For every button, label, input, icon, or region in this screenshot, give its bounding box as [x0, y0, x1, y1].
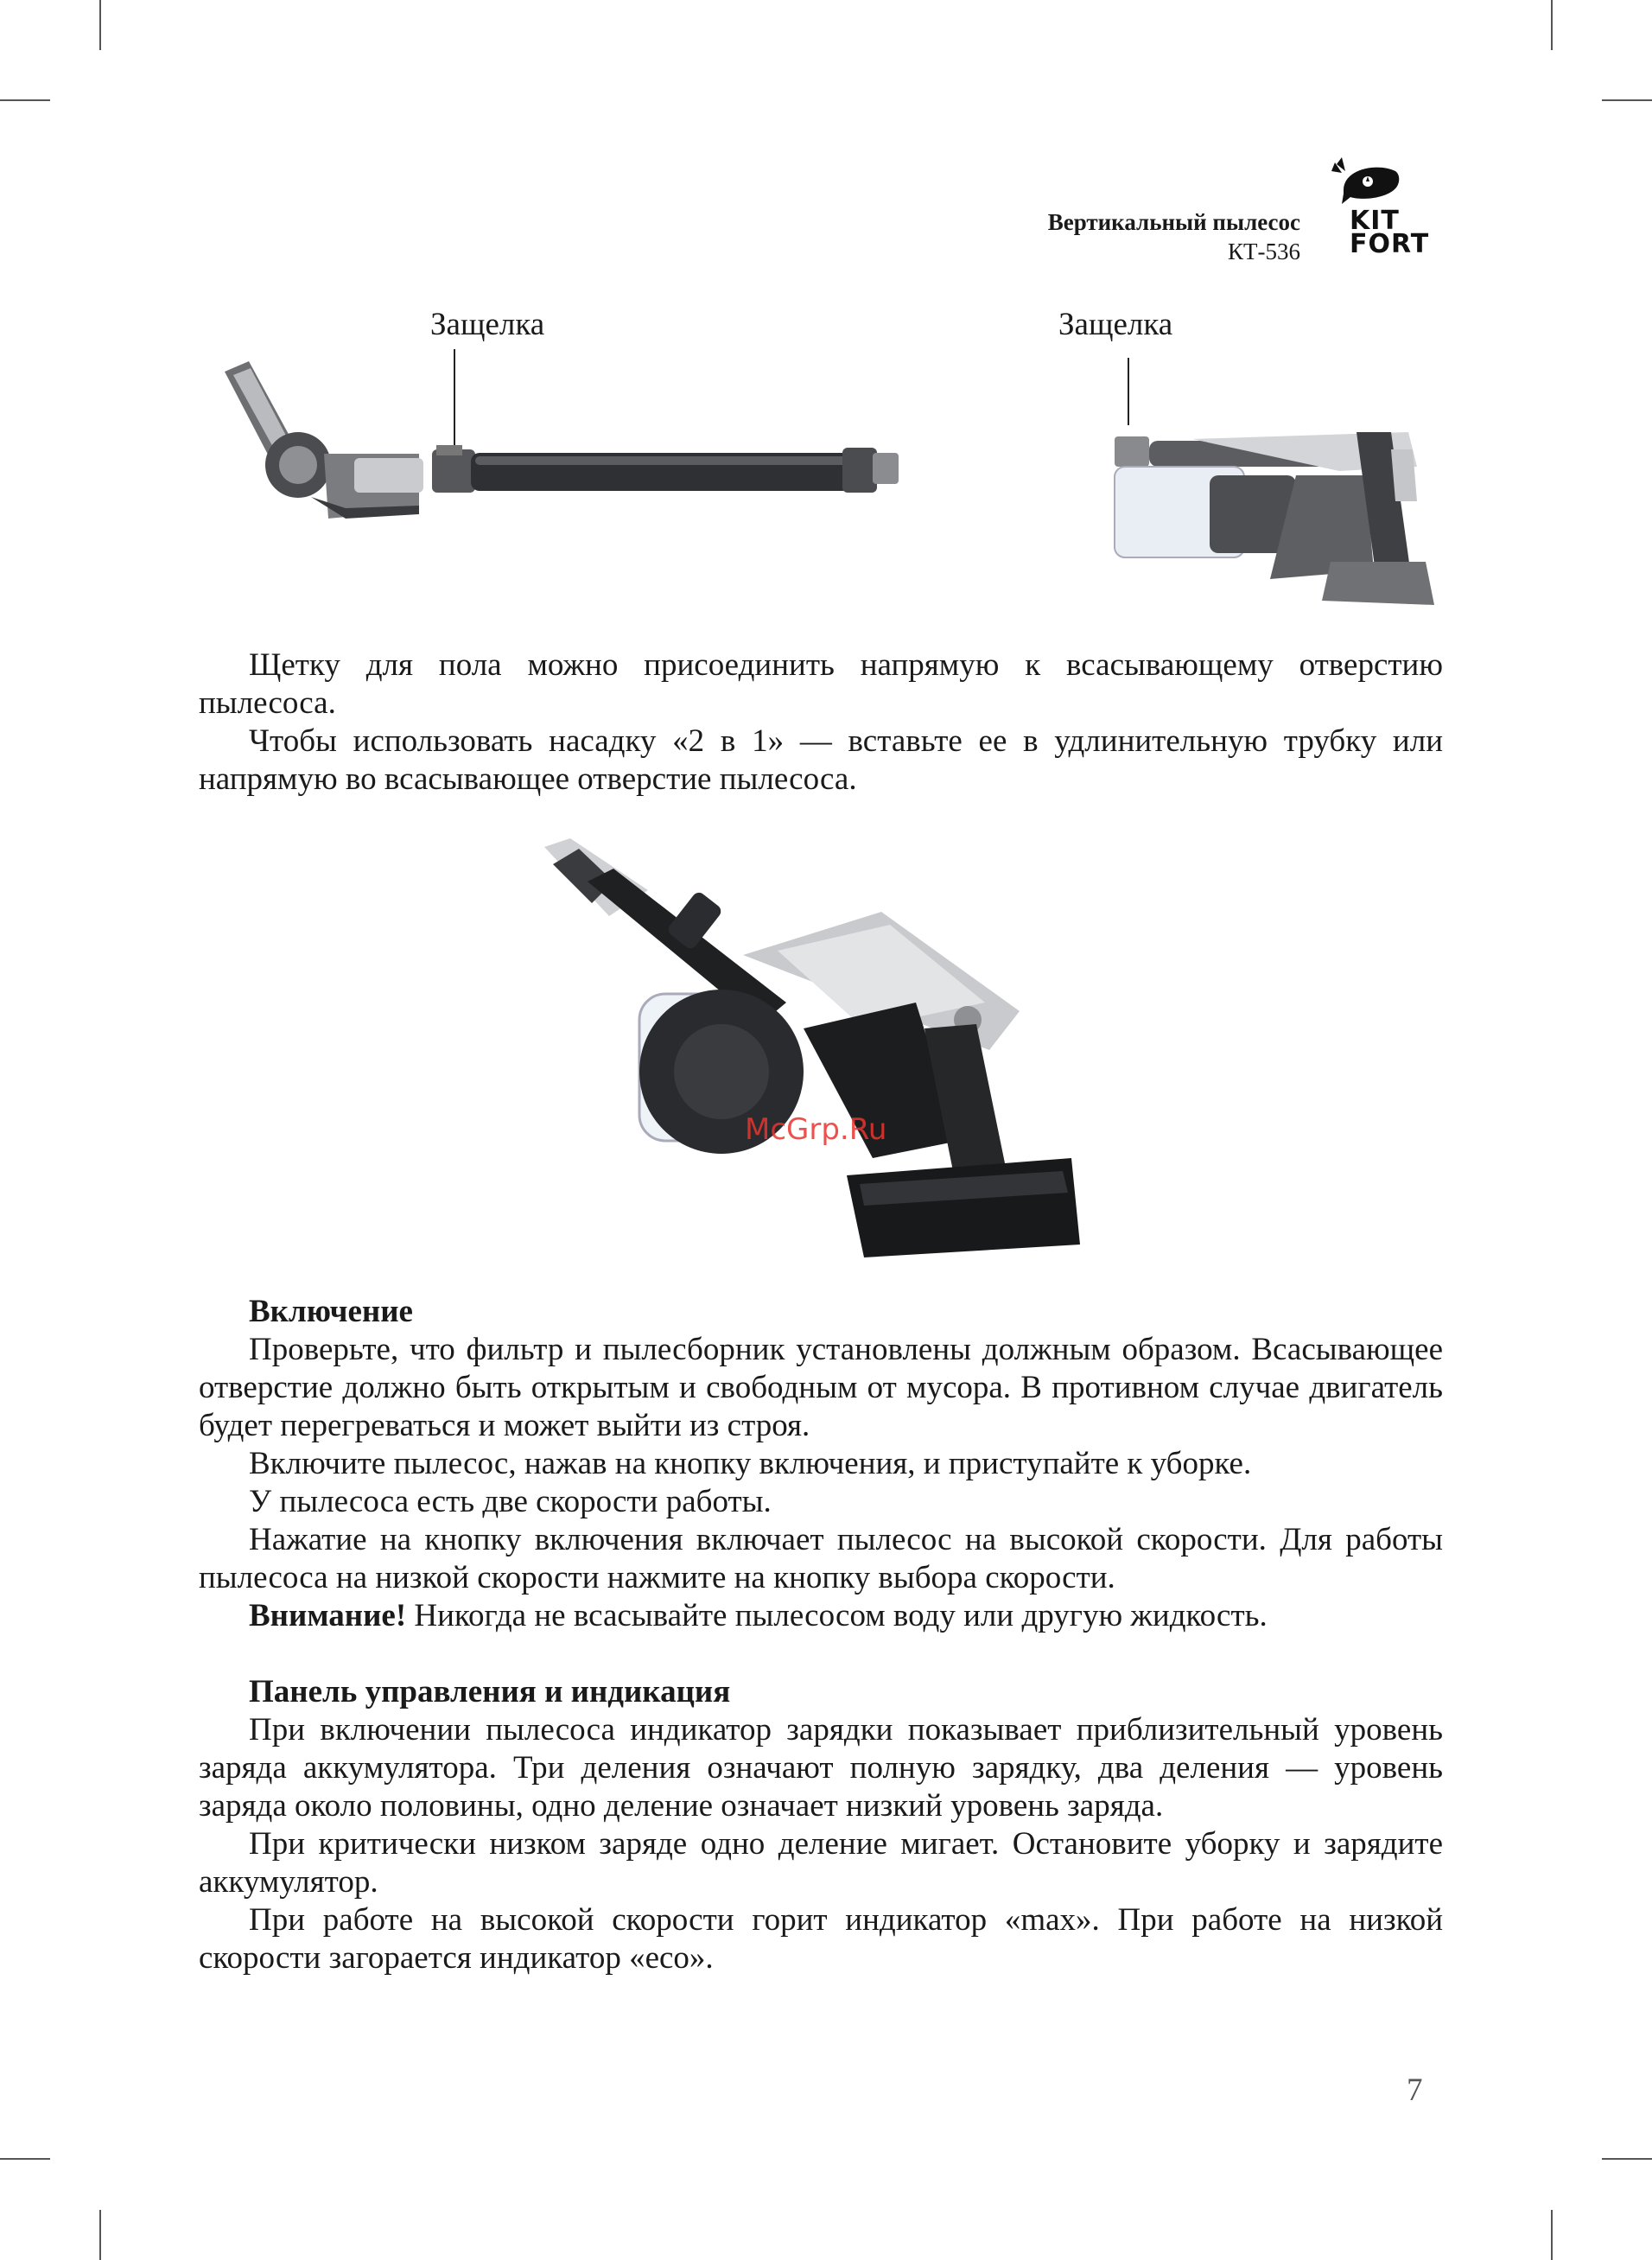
- section-heading-panel: Панель управления и индикация: [249, 1674, 731, 1709]
- crop-mark: [1551, 2210, 1553, 2260]
- header-title: Вертикальный пылесос: [1047, 209, 1300, 235]
- running-header: [1048, 207, 1300, 266]
- crop-mark: [99, 2210, 101, 2260]
- section-heading-power: Включение: [249, 1294, 413, 1329]
- paragraph-max-eco: При работе на высокой скорости горит индикатор «max». При работе на низкой скорости загорается индикатор «eco».: [199, 1902, 1443, 1976]
- crop-mark: [1551, 0, 1553, 50]
- whale-icon: [1326, 156, 1404, 207]
- intro-text: [199, 646, 1443, 799]
- extension-tube-image: [432, 445, 899, 493]
- vacuum-body-image: [1115, 432, 1434, 605]
- kitfort-logo: [1326, 156, 1434, 264]
- section-power-on: [199, 1293, 1443, 1977]
- latch-label-left: Защелка: [430, 307, 545, 342]
- paragraph-charge-indicator: При включении пылесоса индикатор зарядки показывает приблизительный уровень заряда аккумулятора. Три деления означают полную зарядку, два деления — уровень заряда около половины, одно деление означает низкий уровень заряда.: [199, 1712, 1443, 1824]
- figure-assembly-parts: [216, 346, 1443, 605]
- warning-text: Никогда не всасывайте пылесосом воду или другую жидкость.: [406, 1598, 1268, 1633]
- paragraph-warning: [199, 1597, 1443, 1635]
- crop-mark: [0, 99, 50, 101]
- paragraph-two-speeds: У пылесоса есть две скорости работы.: [249, 1484, 772, 1519]
- logo-line-fort: FORT: [1350, 229, 1430, 259]
- crop-mark: [0, 2158, 50, 2160]
- warning-label: Внимание!: [249, 1598, 407, 1633]
- crop-mark: [1602, 2158, 1652, 2160]
- header-model: КТ-536: [1228, 239, 1300, 264]
- latch-label-right: Защелка: [1058, 307, 1173, 342]
- figure-handheld-vacuum: [518, 830, 1089, 1279]
- page-number: 7: [1407, 2072, 1423, 2108]
- paragraph-2in1-nozzle: Чтобы использовать насадку «2 в 1» — вставьте ее в удлинительную трубку или напрямую во всасывающее отверстие пылесоса.: [199, 723, 1443, 797]
- floor-brush-image: [225, 361, 423, 519]
- paragraph-speed-select: Нажатие на кнопку включения включает пылесос на высокой скорости. Для работы пылесоса на низкой скорости нажмите на кнопку выбора скорости.: [199, 1522, 1443, 1595]
- paragraph-check-filter: Проверьте, что фильтр и пылесборник установлены должным образом. Всасывающее отверстие должно быть открытым и свободным от мусора. В противном случае двигатель будет перегреваться и может выйти из строя.: [199, 1332, 1443, 1443]
- paragraph-floor-brush: Щетку для пола можно присоединить напрямую к всасывающему отверстию пылесоса.: [199, 647, 1443, 721]
- paragraph-switch-on: Включите пылесос, нажав на кнопку включения, и приступайте к уборке.: [249, 1446, 1252, 1481]
- logo-line-kit: KIT: [1350, 206, 1400, 236]
- crop-mark: [99, 0, 101, 50]
- watermark: McGrp.Ru: [745, 1112, 887, 1147]
- crop-mark: [1602, 99, 1652, 101]
- logo-wordmark: [1350, 206, 1430, 259]
- paragraph-low-charge: При критически низком заряде одно деление мигает. Остановите уборку и зарядите аккумулятор.: [199, 1826, 1443, 1900]
